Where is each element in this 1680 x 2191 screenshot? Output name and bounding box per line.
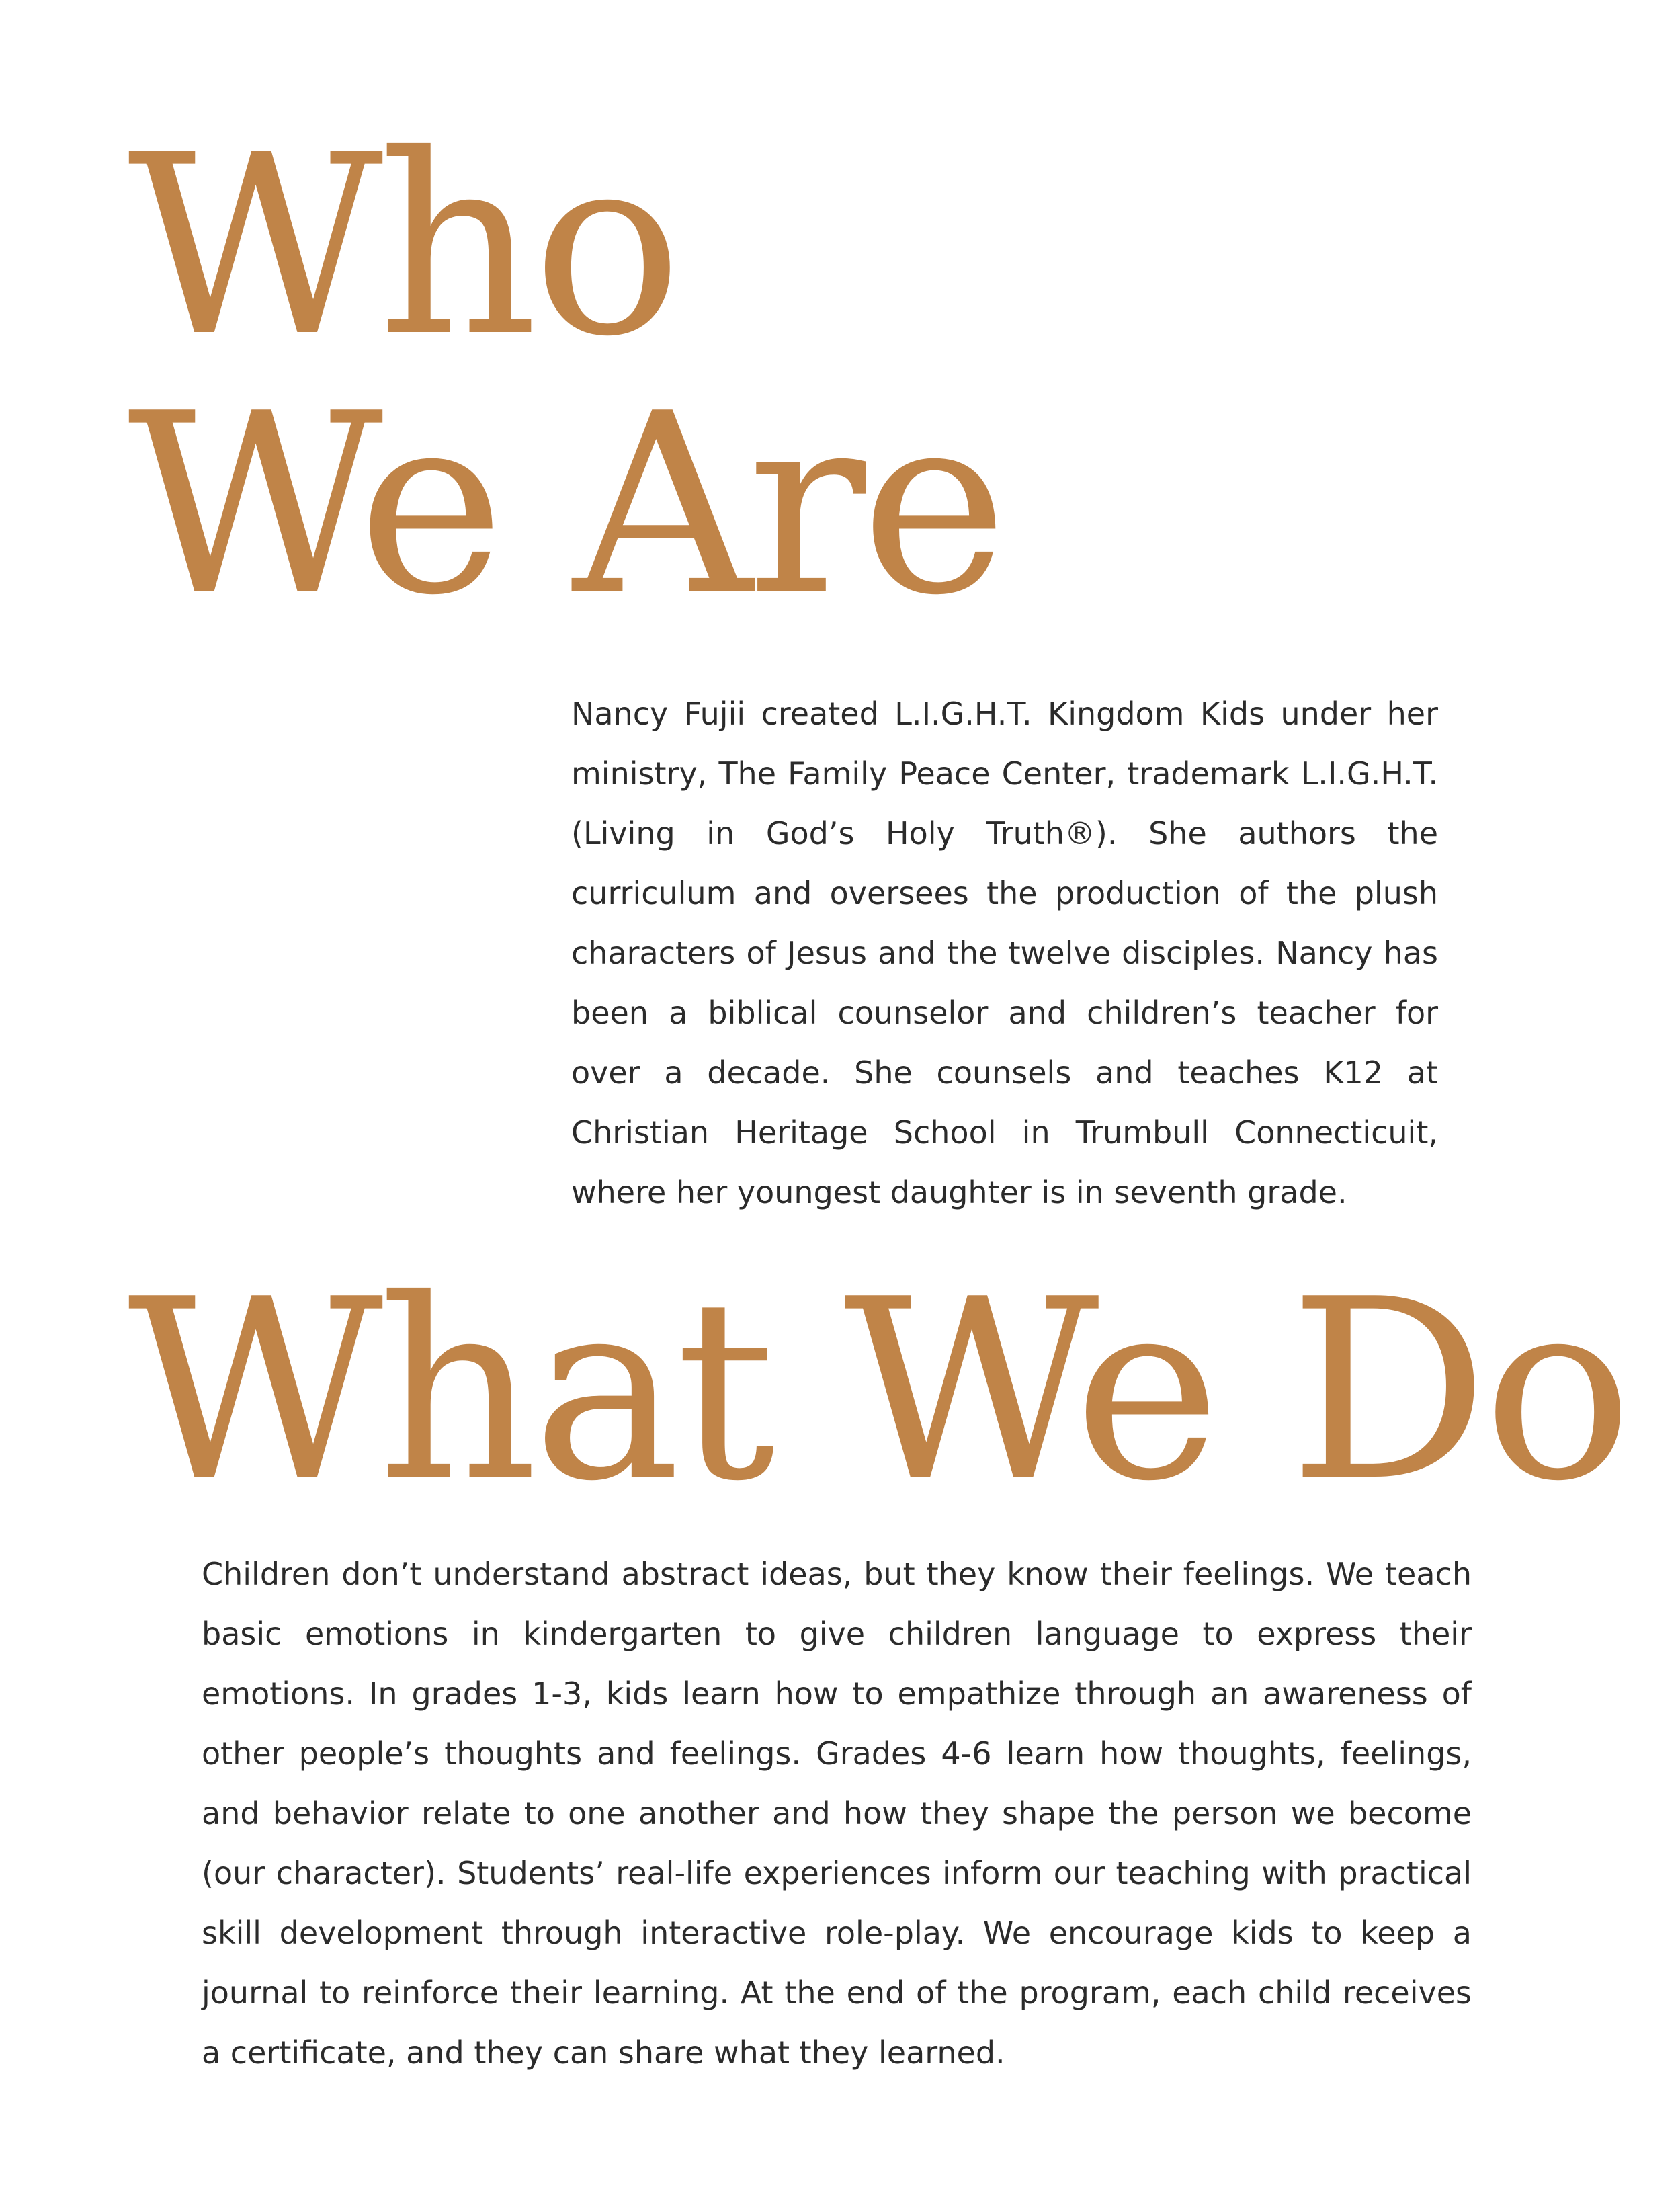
what-we-do-paragraph: Children don’t understand abstract ideas, but they know their feelings. We teach basic emotions in kindergarten to give children language to express their emotions. In grades 1-3, kids learn how to empathize through an awareness of other people’s thoughts and feelings. Grades 4-6 learn how thoughts, feelings, and behavior relate to one another and how they shape the person we become (our character). Students’ real-life experiences inform our teaching with practical skill development through interactive role-play. We encourage kids to keep a journal to reinforce their learning. At the end of the program, each child receives a certificate, and they can share what they learned.: [202, 1556, 1472, 2071]
who-we-are-paragraph: Nancy Fujii created L.I.G.H.T. Kingdom Kids under her ministry, The Family Peace Center, trademark L.I.G.H.T. (Living in God’s Holy Truth®). She authors the curriculum and oversees the production of the plush characters of Jesus and the twelve disciples. Nancy has been a biblical counselor and children’s teacher for over a decade. She counsels and teaches K12 at Christian Heritage School in Trumbull Connecticuit, where her youngest daughter is in seventh grade.: [571, 696, 1438, 1210]
who-we-are-heading-line1: Who: [128, 102, 677, 391]
who-we-are-heading: [128, 102, 1003, 650]
who-we-are-heading-line2: We Are: [128, 361, 1003, 650]
what-we-do-heading: What We Do: [128, 1247, 1628, 1536]
